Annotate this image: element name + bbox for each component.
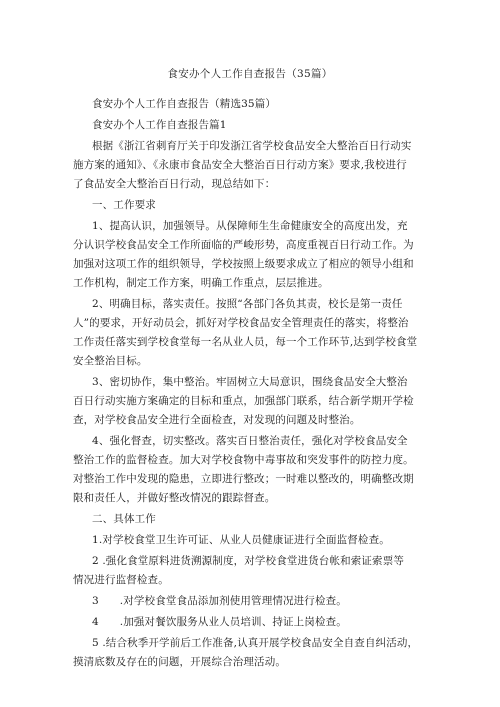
subtitle: 食安办个人工作自查报告（精选35篇） — [92, 98, 277, 110]
list-item-continuation: 情况进行监督检查。 — [73, 574, 169, 586]
list-item-continuation: 摸清底数及存在的问题，开展综合治理活动。 — [73, 656, 286, 668]
paragraph-line: 人”的要求，开好动员会，抓好对学校食品安全管理责任的落实，将整治 — [73, 317, 409, 329]
paragraph-line: 加强对这项工作的组织领导，学校按照上级要求成立了相应的领导小组和 — [73, 258, 414, 270]
section-heading: 食安办个人工作自查报告篇1 — [92, 119, 227, 131]
heading-line: 二、具体工作 — [92, 513, 156, 525]
paragraph-line: 工作机构，制定工作方案，明确工作重点，层层推进。 — [73, 277, 329, 289]
list-item: 3 .对学校食堂食品添加剂使用管理情况进行检查。 — [92, 595, 347, 607]
paragraph-line: 整治工作的监督检查。加大对学校食物中毒事故和突发事件的防控力度。 — [73, 454, 414, 466]
paragraph-line: 分认识学校食品安全工作所面临的严峻形势，高度重视百日行动工作。为 — [73, 239, 414, 251]
paragraph-line: 4、强化督查，切实整改。落实百日整治责任，强化对学校食品安全 — [92, 435, 408, 447]
paragraph-line: 3、密切协作，集中整治。牢固树立大局意识，围绕食品安全大整治 — [92, 376, 408, 388]
list-item: 2 .强化食堂原料进货溯源制度，对学校食堂进货台帐和索证索票等 — [92, 555, 405, 567]
list-item: 5 .结合秋季开学前后工作准备,认真开展学校食品安全自查自纠活动， — [92, 637, 419, 649]
paragraph-line: 百日行动实施方案确定的目标和重点，加强部门联系，结合新学期开学检 — [73, 395, 414, 407]
paragraph-line: 2、明确目标，落实责任。按照“各部门各负其责，校长是第一责任 — [92, 298, 403, 310]
paragraph-line: 了食品安全大整治百日行动，现总结如下： — [73, 178, 276, 190]
paragraph-line: 施方案的通知》、《永康市食品安全大整治百日行动方案》要求,我校进行 — [73, 159, 407, 171]
paragraph-line: 安全整治目标。 — [73, 355, 148, 367]
paragraph-line: 工作责任落实到学校食堂每一名从业人员，每一个工作环节,达到学校食堂 — [73, 336, 418, 348]
paragraph-line: 1、提高认识，加强领导。从保障师生生命健康安全的高度出发，充 — [92, 220, 408, 232]
paragraph-line: 限和责任人，并做好整改情况的跟踪督查。 — [73, 492, 276, 504]
document-title: 食安办个人工作自查报告（35篇） — [167, 68, 333, 80]
paragraph-line: 查，对学校食品安全进行全面检查，对发现的问题及时整治。 — [73, 414, 361, 426]
heading-line: 一、工作要求 — [92, 199, 156, 211]
paragraph-line: 根据《浙江省刺育厅关于印发浙江省学校食品安全大整治百日行动实 — [92, 140, 412, 152]
paragraph-line: 对整治工作中发现的隐患，立即进行整改；一时难以整改的，明确整改期 — [73, 473, 414, 485]
list-item: 4 .加强对餐饮服务从业人员培训、持证上岗检查。 — [92, 616, 347, 628]
list-item: 1.对学校食堂卫生许可证、从业人员健康证进行全面监督检查。 — [92, 534, 390, 546]
